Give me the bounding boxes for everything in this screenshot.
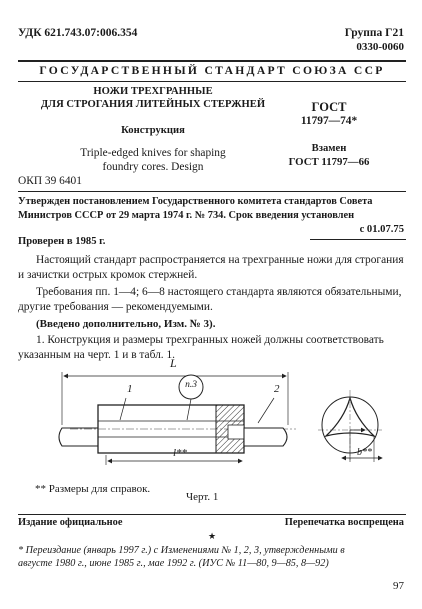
dim-total-label: L <box>170 356 177 370</box>
footnote: ** Размеры для справок. <box>35 483 151 495</box>
paragraph-design: 1. Конструкция и размеры трехгранных ножей должны соответствовать указанным на черт. 1 и в табл. 1. <box>18 334 384 361</box>
group-code: Группа Г21 <box>344 27 404 39</box>
figure-caption: Черт. 1 <box>186 491 219 503</box>
footer-rule <box>18 514 406 515</box>
gost-number: 11797—74* <box>300 115 358 127</box>
title-en-line-1: Triple-edged knives for shaping <box>80 147 226 159</box>
title-line-2: ДЛЯ СТРОГАНИЯ ЛИТЕЙНЫХ СТЕРЖНЕЙ <box>40 99 266 110</box>
title-line-1: НОЖИ ТРЕХГРАННЫЕ <box>93 86 213 97</box>
reissue-note-line-2: августе 1980 г., июне 1985 г., мае 1992 г. (ИУС № 11—80, 9—85, 8—92) <box>18 558 329 569</box>
approval-line-2: Министров СССР от 29 марта 1974 г. № 734. Срок введения установлен <box>18 210 355 221</box>
replaces-gost: ГОСТ 11797—66 <box>288 156 370 168</box>
udk-code: УДК 621.743.07:006.354 <box>18 27 138 39</box>
reprint-notice: Перепечатка воспрещена <box>284 517 404 528</box>
callout-1: 1 <box>127 383 133 395</box>
star-mark: ★ <box>207 531 217 541</box>
callout-2: 2 <box>274 383 280 395</box>
classification-code: 0330-0060 <box>356 41 404 53</box>
page-number: 97 <box>393 580 404 592</box>
replaces-label: Взамен <box>311 143 347 154</box>
paragraph-requirements: Требования пп. 1—4; 6—8 настоящего стандарта являются обязательными, другие требования — рекомендуемыми. <box>18 286 402 313</box>
approval-line-1: Утвержден постановлением Государственного комитета стандартов Совета <box>18 196 373 207</box>
dim-profile-label: b** <box>357 447 372 458</box>
reissue-note-line-1: * Переиздание (январь 1997 г.) с Изменениями № 1, 2, 3, утвержденными в <box>18 545 345 556</box>
paragraph-scope: Настоящий стандарт распространяется на трехгранные ножи для строгания и зачистки острых кромок стержней. <box>18 254 404 281</box>
paragraph-amendment: (Введено дополнительно, Изм. № 3). <box>36 318 216 330</box>
official-edition: Издание официальное <box>18 517 123 528</box>
title-en-line-2: foundry cores. Design <box>102 161 204 173</box>
okp-code: ОКП 39 6401 <box>18 175 82 187</box>
dim-inner-label: l** <box>173 447 188 459</box>
gost-label: ГОСТ <box>311 100 347 114</box>
title-subtitle: Конструкция <box>121 125 185 136</box>
checked-note: Проверен в 1985 г. <box>18 236 106 247</box>
callout-ref: п.3 <box>185 380 197 390</box>
effective-date: с 01.07.75 <box>359 224 404 235</box>
standard-heading: ГОСУДАРСТВЕННЫЙ СТАНДАРТ СОЮЗА ССР <box>39 64 385 77</box>
